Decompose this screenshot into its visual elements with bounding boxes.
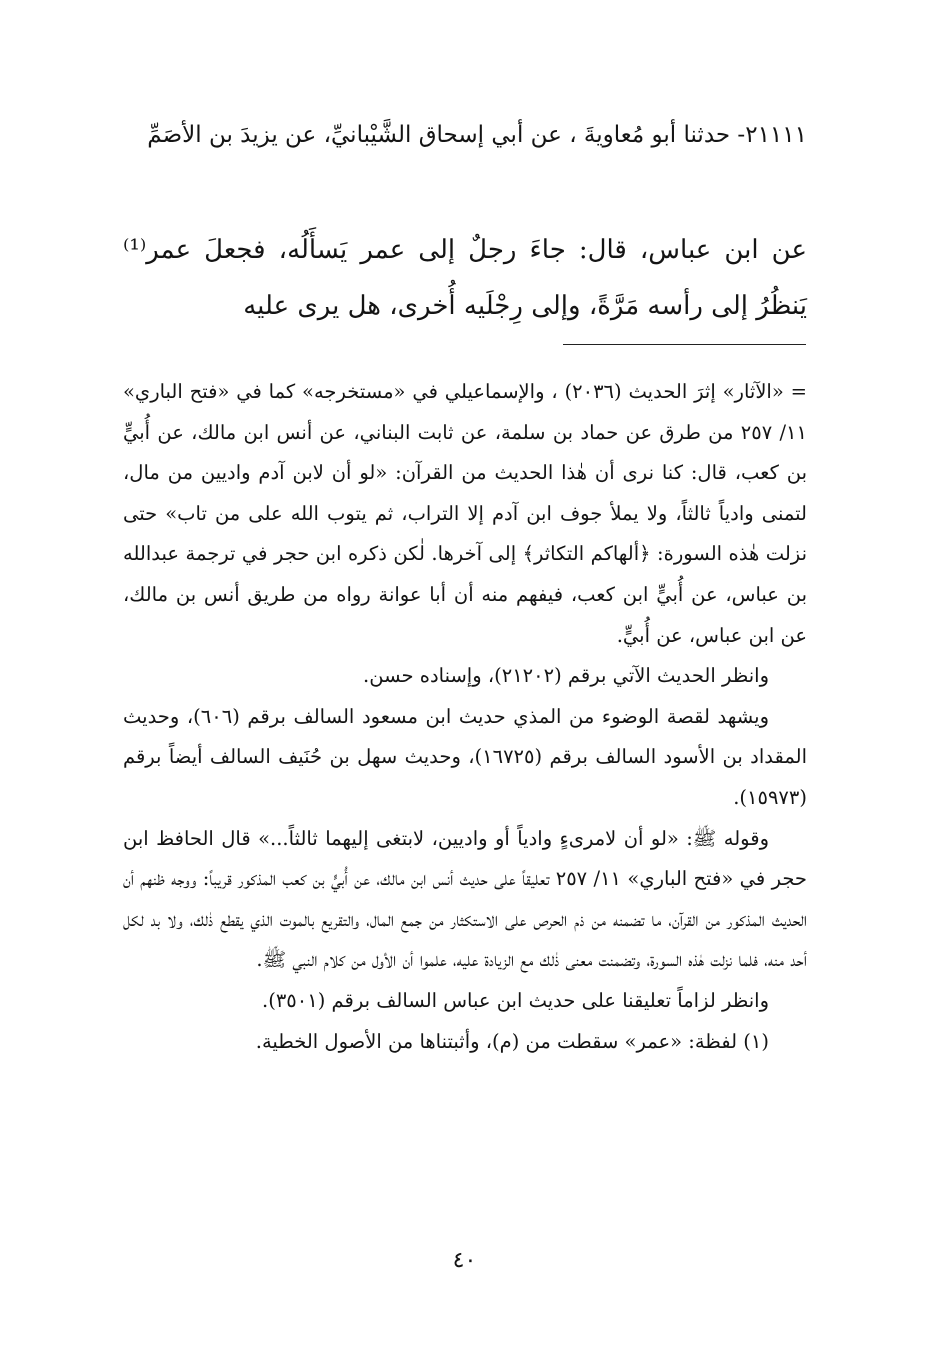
page-number: ٤٠ — [452, 1248, 477, 1273]
footnote-separator — [563, 344, 806, 345]
footnote-paragraph-continued: = «الآثار» إثرَ الحديث (٢٠٣٦) ، والإسماعيلي في «مستخرجه» كما في «فتح الباري» ١١/ ٢٥٧ من طرق عن حماد بن سلمة، عن ثابت البناني، عن أنس ابن مالك، عن أُبيٍّ بن كعب، قال: كنا نرى أن هٰذا الحديث من القرآن: «لو أن لابن آدم واديين من مال، لتمنى وادياً ثالثاً، ولا يملأ جوف ابن آدم إلا التراب، ثم يتوب الله على من تاب» حتى نزلت هٰذه السورة: ﴿ألهاكم التكاثر﴾ إلى آخرها. لٰكن ذكره ابن حجر في ترجمة عبدالله بن عباس، عن أُبيٍّ ابن كعب، فيفهم منه أن أبا عوانة رواه من طريق أنس بن مالك، عن ابن عباس، عن أُبيٍّ. — [123, 380, 807, 647]
footnotes — [123, 372, 807, 1062]
hadith-matn: عن ابن عباس، قال: جاءَ رجلٌ إلى عمر يَسأَلُه، فجعلَ عمر⁽¹⁾ يَنظُرُ إلى رأسه مَرَّةً، وإلى رِجْلَيه أُخرى، هل يرى عليه — [123, 235, 807, 321]
footnote-paragraph: وانظر لزاماً تعليقنا على حديث ابن عباس السالف برقم (٣٥٠١). — [262, 988, 769, 1012]
footnote-paragraph: وانظر الحديث الآتي برقم (٢١٢٠٢)، وإسناده حسن. — [363, 664, 769, 688]
footnote-1: (١) لفظة: «عمر» سقطت من (م)، وأثبتناها من الأصول الخطية. — [255, 1029, 769, 1053]
footnote-paragraph: وقوله ﷺ: «لو أن لامرىءٍ وادياً أو واديين، لابتغى إليهما ثالثاً...» قال الحافظ ابن حجر في «فتح الباري» ١١/ ٢٥٧ تعليقاً على حديث أنس ابن مالك، عن أُبيٍّ بن كعب المذكور قريباً: ووجه ظنهم أن الحديث المذكور من القرآن، ما تضمنه من ذم الحرص على الاستكثار من جمع المال، والتقريع بالموت الذي يقطع ذٰلك، ولا بد لكل أحد منه، فلما نزلت هٰذه السورة، وتضمنت معنى ذٰلك مع الزيادة عليه، علموا أن الأول من كلام النبي ﷺ. — [123, 826, 807, 972]
footnote-paragraph: ويشهد لقصة الوضوء من المذي حديث ابن مسعود السالف برقم (٦٠٦)، وحديث المقداد بن الأسود السالف برقم (١٦٧٢٥)، وحديث سهل بن حُنَيف السالف أيضاً برقم (١٥٩٧٣). — [123, 704, 808, 809]
hadith-isnad: ٢١١١١- حدثنا أبو مُعاويةَ ، عن أبي إسحاق الشَّيْبانيِّ، عن يزيدَ بن الأصَمِّ — [147, 122, 807, 148]
